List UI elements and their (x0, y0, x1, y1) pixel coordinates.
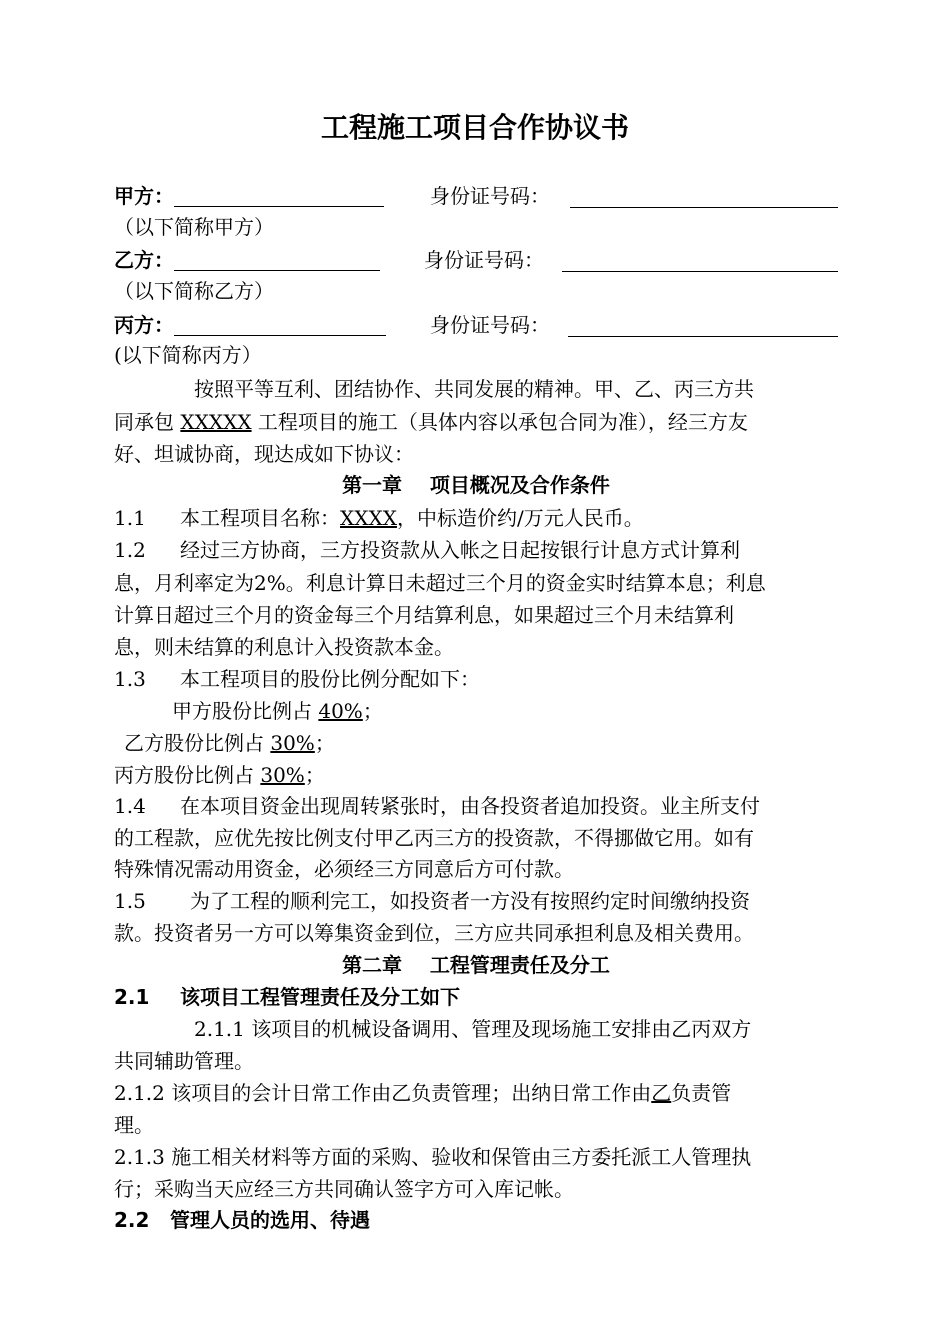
party-b-id-field[interactable] (562, 249, 838, 272)
intro-text-2a: 同承包 (114, 410, 181, 434)
clause-1-2-line-4: 息，则未结算的利息计入投资款本金。 (114, 635, 454, 659)
intro-line-2 (114, 405, 838, 439)
party-b-label: 乙方： (114, 248, 174, 272)
share-suffix: ； (314, 731, 335, 755)
clause-text: 负责管 (671, 1081, 732, 1105)
share-label: 甲方股份比例占 (172, 699, 319, 723)
clause-text: ，中标造价约/万元人民币。 (396, 506, 644, 530)
clause-1-2-line-3: 计算日超过三个月的资金每三个月结算利息，如果超过三个月未结算利 (114, 603, 734, 627)
share-suffix: ； (362, 699, 383, 723)
intro-text-1: 按照平等互利、团结协作、共同发展的精神。甲、乙、丙三方共 (194, 377, 754, 401)
clause-text: 在本项目资金出现周转紧张时，由各投资者追加投资。业主所支付 (180, 794, 760, 818)
clause-1-4-line-2: 的工程款，应优先按比例支付甲乙丙三方的投资款，不得挪做它用。如有 (114, 826, 754, 850)
clause-text: 本工程项目的股份比例分配如下： (180, 667, 480, 691)
clause-2-1-1-line-2: 共同辅助管理。 (114, 1049, 254, 1073)
responsible-party: 乙 (651, 1081, 672, 1105)
party-a-name-field[interactable] (174, 184, 384, 207)
clause-text: 经过三方协商，三方投资款从入帐之日起按银行计息方式计算利 (180, 538, 740, 562)
clause-number: 2.1 (114, 985, 150, 1009)
clause-2-2-heading (114, 1203, 838, 1237)
intro-line-3: 好、坦诚协商，现达成如下协议： (114, 442, 414, 466)
clause-number: 1.3 (114, 667, 146, 691)
share-party-a (172, 694, 896, 728)
party-b-note: （以下简称乙方） (114, 279, 274, 303)
party-a-note: （以下简称甲方） (114, 215, 274, 239)
party-c-row (114, 308, 838, 342)
share-party-b (124, 726, 848, 760)
party-b-id-label: 身份证号码： (424, 248, 544, 272)
clause-1-4-line-3: 特殊情况需动用资金，必须经三方同意后方可付款。 (114, 857, 574, 881)
clause-number: 1.2 (114, 538, 146, 562)
party-a-row (114, 179, 838, 213)
clause-number: 1.1 (114, 506, 146, 530)
share-suffix: ； (304, 763, 325, 787)
clause-2-1-heading (114, 980, 838, 1014)
clause-2-1-3-line-1: 2.1.3 施工相关材料等方面的采购、验收和保管由三方委托派工人管理执 (114, 1145, 752, 1169)
intro-text-2b: 工程项目的施工（具体内容以承包合同为准），经三方友 (251, 410, 748, 434)
chapter-2-heading: 第二章 工程管理责任及分工 (342, 953, 610, 977)
clause-2-1-2-line-1 (114, 1076, 838, 1110)
clause-1-2-line-2: 息，月利率定为2%。利息计算日未超过三个月的资金实时结算本息；利息 (114, 571, 766, 595)
share-label: 丙方股份比例占 (114, 763, 261, 787)
clause-1-1 (114, 501, 838, 535)
party-c-note: (以下简称丙方） (114, 343, 262, 367)
intro-line-1 (194, 372, 838, 406)
document-title: 工程施工项目合作协议书 (320, 111, 629, 144)
share-value: 40% (318, 699, 363, 723)
clause-heading-text: 管理人员的选用、待遇 (170, 1208, 370, 1232)
share-label: 乙方股份比例占 (124, 731, 271, 755)
clause-1-2-line-1 (114, 533, 838, 567)
clause-1-5-line-1 (114, 884, 838, 918)
clause-1-4-line-1 (114, 789, 838, 823)
clause-text: 2.1.2 该项目的会计日常工作由乙负责管理；出纳日常工作由 (114, 1081, 652, 1105)
party-a-id-label: 身份证号码： (430, 184, 550, 208)
party-b-name-field[interactable] (174, 248, 380, 271)
clause-2-1-3-line-2: 行；采购当天应经三方共同确认签字方可入库记帐。 (114, 1177, 574, 1201)
party-c-label: 丙方： (114, 313, 174, 337)
project-name-placeholder: XXXX (340, 506, 397, 530)
clause-number: 1.4 (114, 794, 146, 818)
party-c-name-field[interactable] (174, 313, 386, 336)
party-c-id-field[interactable] (568, 314, 838, 337)
clause-2-1-1-line-1: 2.1.1 该项目的机械设备调用、管理及现场施工安排由乙丙双方 (194, 1017, 752, 1041)
clause-1-3 (114, 662, 838, 696)
share-party-c (114, 758, 838, 792)
share-value: 30% (270, 731, 315, 755)
clause-text: 本工程项目名称： (180, 506, 340, 530)
clause-number: 2.2 (114, 1208, 150, 1232)
party-a-label: 甲方： (114, 184, 174, 208)
party-b-row (114, 243, 838, 277)
share-value: 30% (260, 763, 305, 787)
party-a-id-field[interactable] (570, 185, 838, 208)
party-c-id-label: 身份证号码： (430, 313, 550, 337)
clause-heading-text: 该项目工程管理责任及分工如下 (180, 985, 460, 1009)
clause-text: 为了工程的顺利完工，如投资者一方没有按照约定时间缴纳投资 (190, 889, 750, 913)
clause-2-1-2-line-2: 理。 (114, 1113, 154, 1137)
clause-1-5-line-2: 款。投资者另一方可以筹集资金到位，三方应共同承担利息及相关费用。 (114, 921, 754, 945)
chapter-1-heading: 第一章 项目概况及合作条件 (342, 473, 610, 497)
clause-number: 1.5 (114, 889, 146, 913)
project-placeholder: XXXXX (180, 410, 252, 434)
